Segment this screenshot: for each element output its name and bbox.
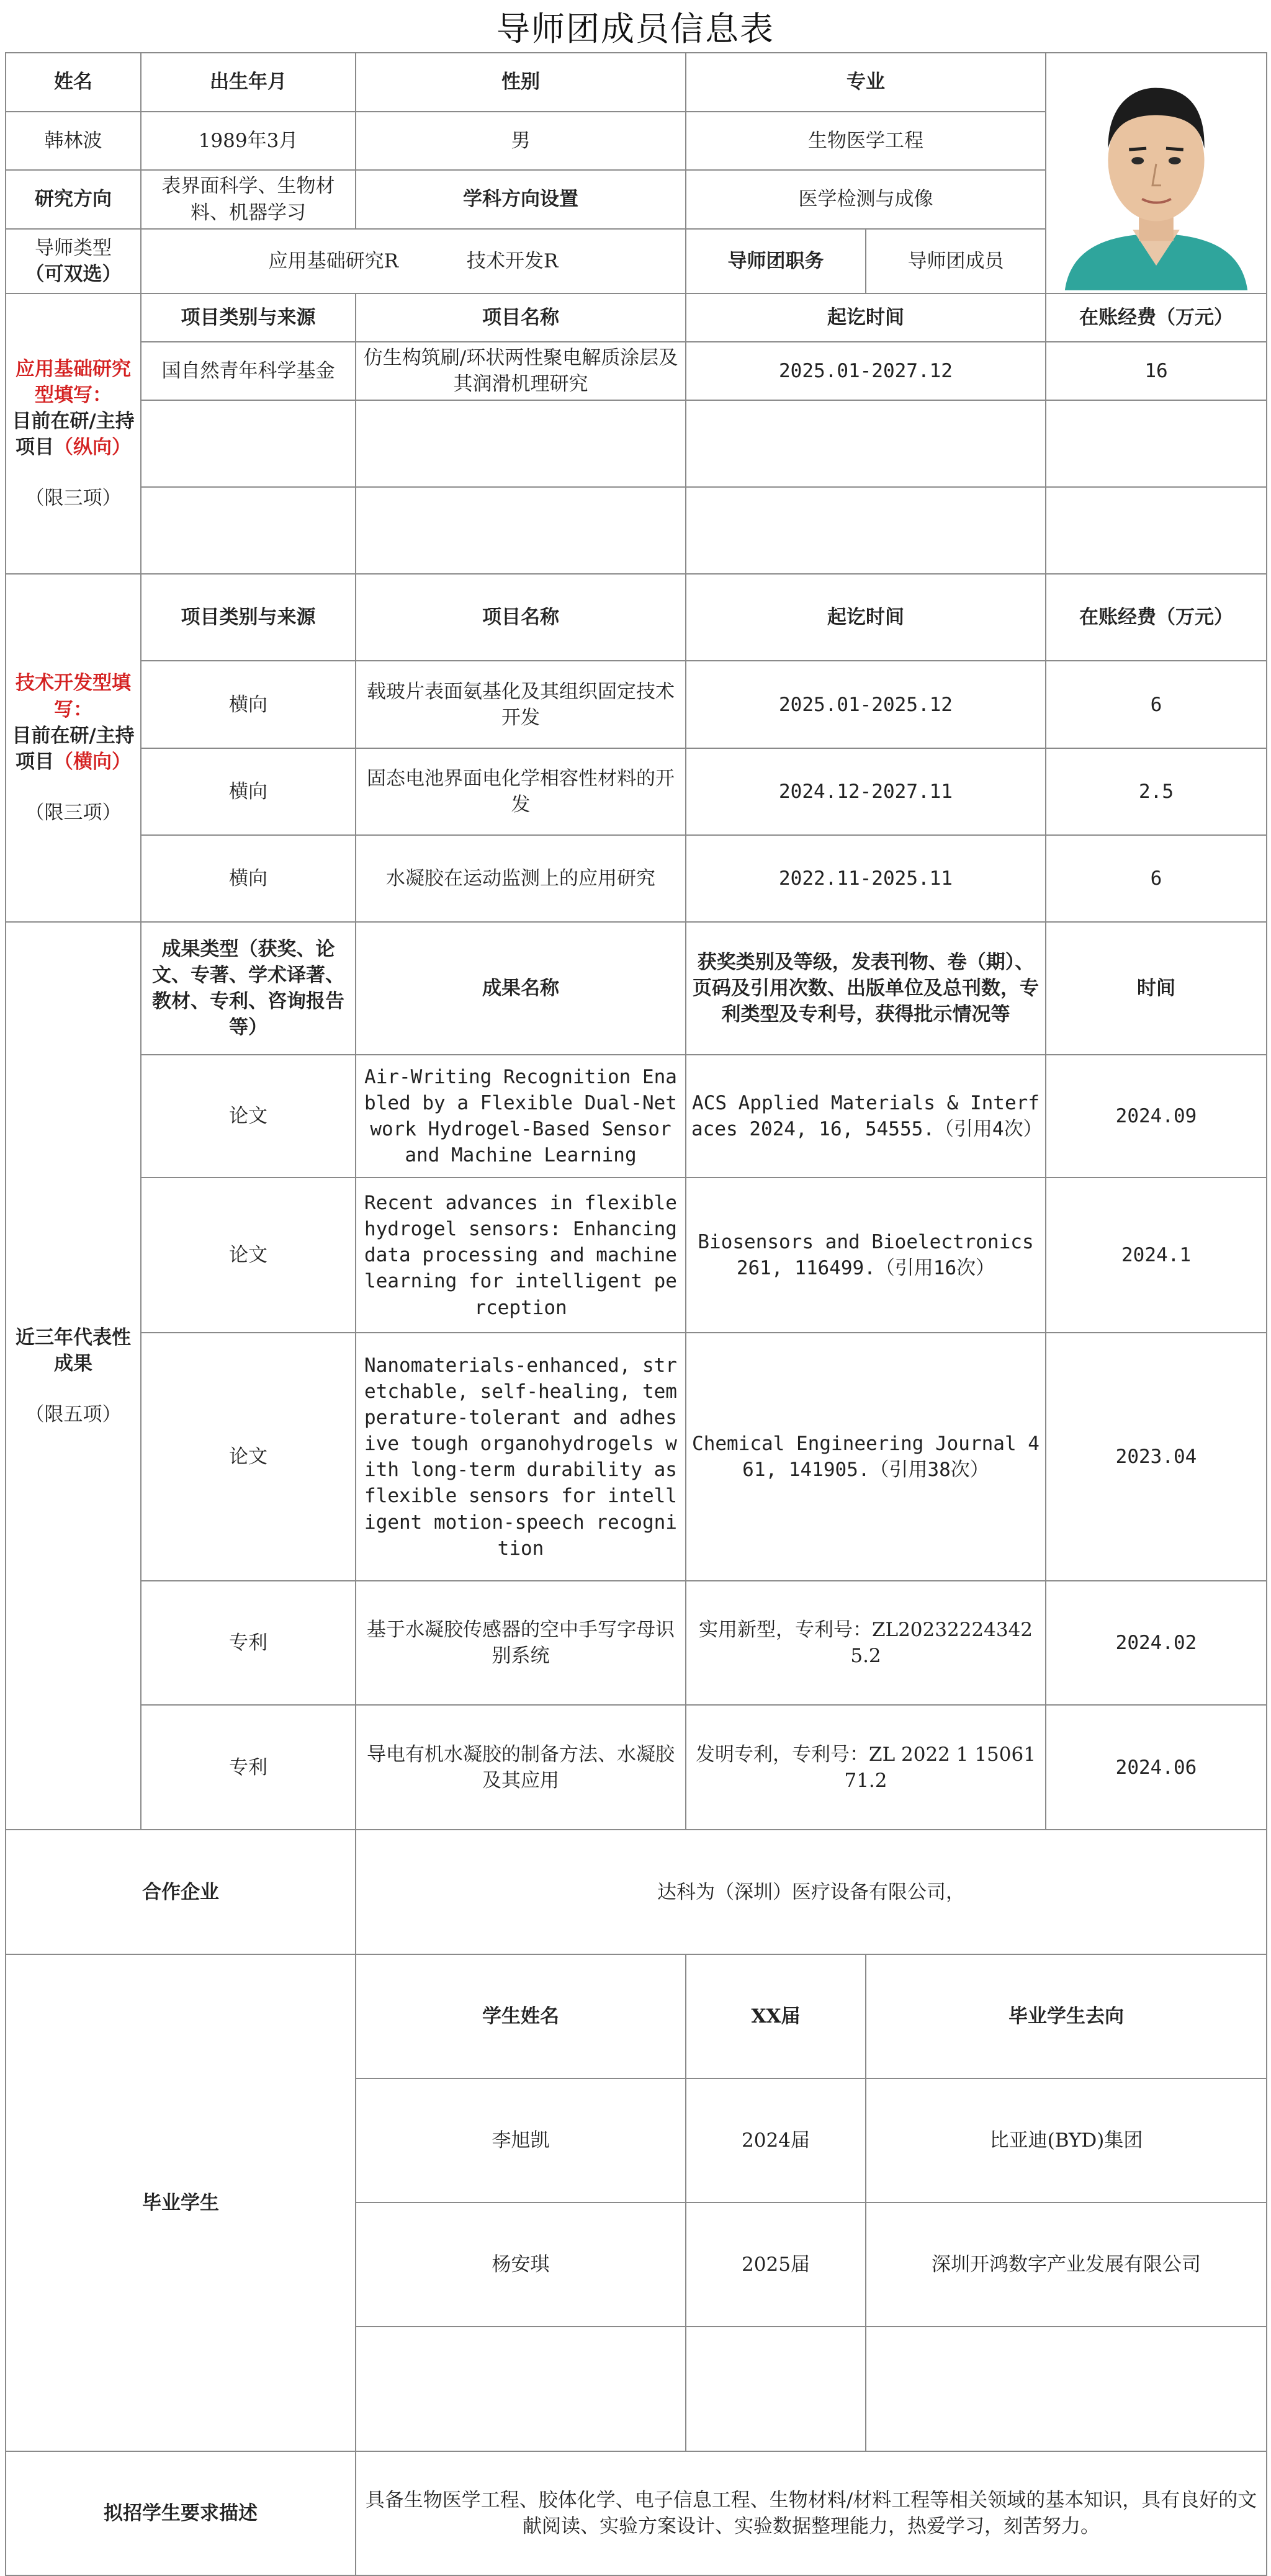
- company-row: [6, 1830, 1267, 1954]
- tech-dev-label-red: 技术开发型填写：: [16, 672, 131, 721]
- td-row1-name: 载玻片表面氨基化及其组织固定技术开发: [356, 661, 686, 748]
- ach-row5-type: 专利: [141, 1705, 356, 1830]
- graduates-label: 毕业学生: [6, 1954, 356, 2451]
- empty-cell: [1046, 400, 1267, 487]
- table-row: [6, 1705, 1267, 1830]
- table-row-empty: [6, 487, 1267, 574]
- td-row2-source: 横向: [141, 748, 356, 835]
- basic-research-label-red: 应用基础研究型填写：: [16, 357, 131, 406]
- major-label: 专业: [686, 53, 1046, 112]
- birth-label: 出生年月: [141, 53, 356, 112]
- table-row: [6, 1333, 1267, 1581]
- ach-row3-name: Nanomaterials-enhanced, stretchable, self-healing, temperature-tolerant and adhesive tough organohydrogels with long-term durability as flexible sensors for intelligent motion-speech recognition: [356, 1333, 686, 1581]
- major-value: 生物医学工程: [686, 112, 1046, 170]
- ach-row3-time: 2023.04: [1046, 1333, 1267, 1581]
- portrait-image: [1046, 56, 1266, 290]
- table-row-empty: [6, 400, 1267, 487]
- br-row1-name: 仿生构筑刷/环状两性聚电解质涂层及其润滑机理研究: [356, 342, 686, 400]
- table-row: [6, 661, 1267, 748]
- graduates-header-row: [6, 1954, 1267, 2078]
- br-header-name: 项目名称: [356, 293, 686, 342]
- ach-row4-name: 基于水凝胶传感器的空中手写字母识别系统: [356, 1581, 686, 1705]
- tech-dev-header-row: [6, 574, 1267, 661]
- ach-row1-time: 2024.09: [1046, 1055, 1267, 1178]
- info-table: [5, 52, 1267, 2576]
- empty-cell: [141, 400, 356, 487]
- achievements-header-row: [6, 922, 1267, 1055]
- basic-research-label-mid: 目前在研/主持项目: [12, 410, 135, 459]
- empty-cell: [356, 2327, 686, 2451]
- tech-dev-label-paren: （横向）: [54, 750, 131, 773]
- empty-cell: [141, 487, 356, 574]
- td-row3-source: 横向: [141, 835, 356, 922]
- empty-cell: [686, 2327, 866, 2451]
- td-row2-funding: 2.5: [1046, 748, 1267, 835]
- td-row1-period: 2025.01-2025.12: [686, 661, 1046, 748]
- achievements-limit: （限五项）: [25, 1403, 122, 1426]
- br-header-source: 项目类别与来源: [141, 293, 356, 342]
- empty-cell: [1046, 487, 1267, 574]
- empty-cell: [866, 2327, 1267, 2451]
- birth-value: 1989年3月: [141, 112, 356, 170]
- td-header-source: 项目类别与来源: [141, 574, 356, 661]
- td-row2-name: 固态电池界面电化学相容性材料的开发: [356, 748, 686, 835]
- ach-row2-time: 2024.1: [1046, 1178, 1267, 1333]
- basic-research-label-paren: （纵向）: [54, 436, 131, 459]
- ach-row4-type: 专利: [141, 1581, 356, 1705]
- basic-header-row: [6, 53, 1267, 112]
- br-row1-period: 2025.01-2027.12: [686, 342, 1046, 400]
- tutor-type-option-basic: 应用基础研究R: [268, 249, 398, 272]
- tech-dev-label-mid-wrap: [11, 723, 135, 775]
- td-header-period: 起讫时间: [686, 574, 1046, 661]
- td-row3-funding: 6: [1046, 835, 1267, 922]
- gender-label: 性别: [356, 53, 686, 112]
- table-row: [6, 748, 1267, 835]
- table-row: [6, 342, 1267, 400]
- company-label: 合作企业: [6, 1830, 356, 1954]
- role-value: 导师团成员: [866, 229, 1046, 293]
- ach-row2-detail: Biosensors and Bioelectronics 261, 116499.（引用16次）: [686, 1178, 1046, 1333]
- ach-header-time: 时间: [1046, 922, 1267, 1055]
- br-header-period: 起讫时间: [686, 293, 1046, 342]
- ach-header-detail: 获奖类别及等级，发表刊物、卷（期）、页码及引用次数、出版单位及总刊数，专利类型及专利号，获得批示情况等: [686, 922, 1046, 1055]
- ach-row4-detail: 实用新型，专利号：ZL202322243425.2: [686, 1581, 1046, 1705]
- ach-row3-type: 论文: [141, 1333, 356, 1581]
- table-row: [6, 1178, 1267, 1333]
- grad-row2-dest: 深圳开鸿数字产业发展有限公司: [866, 2203, 1267, 2327]
- basic-research-label-mid-wrap: [11, 408, 135, 460]
- empty-cell: [356, 400, 686, 487]
- td-row2-period: 2024.12-2027.11: [686, 748, 1046, 835]
- requirements-row: [6, 2451, 1267, 2575]
- research-label: 研究方向: [6, 170, 141, 229]
- grad-row1-dest: 比亚迪(BYD)集团: [866, 2078, 1267, 2203]
- achievements-label: [6, 922, 141, 1830]
- empty-cell: [686, 487, 1046, 574]
- table-row: [6, 1055, 1267, 1178]
- td-header-name: 项目名称: [356, 574, 686, 661]
- tech-dev-limit: （限三项）: [25, 802, 122, 825]
- grad-row2-name: 杨安琪: [356, 2203, 686, 2327]
- table-row: [6, 1581, 1267, 1705]
- ach-header-name: 成果名称: [356, 922, 686, 1055]
- empty-cell: [356, 487, 686, 574]
- grad-header-year: XX届: [686, 1954, 866, 2078]
- basic-research-label: [6, 293, 141, 574]
- ach-row2-type: 论文: [141, 1178, 356, 1333]
- grad-row1-year: 2024届: [686, 2078, 866, 2203]
- requirements-label: 拟招学生要求描述: [6, 2451, 356, 2575]
- tutor-type-options: [141, 229, 686, 293]
- td-row3-name: 水凝胶在运动监测上的应用研究: [356, 835, 686, 922]
- ach-row1-detail: ACS Applied Materials & Interfaces 2024, 16, 54555.（引用4次）: [686, 1055, 1046, 1178]
- portrait-photo: [1046, 53, 1267, 293]
- tech-dev-label: [6, 574, 141, 922]
- td-row1-funding: 6: [1046, 661, 1267, 748]
- ach-row2-name: Recent advances in flexible hydrogel sensors: Enhancing data processing and machine learning for intelligent perception: [356, 1178, 686, 1333]
- name-label: 姓名: [6, 53, 141, 112]
- discipline-value: 医学检测与成像: [686, 170, 1046, 229]
- research-value: 表界面科学、生物材料、机器学习: [141, 170, 356, 229]
- ach-header-type: 成果类型（获奖、论文、专著、学术译著、教材、专利、咨询报告等）: [141, 922, 356, 1055]
- discipline-label: 学科方向设置: [356, 170, 686, 229]
- tutor-type-option-tech: 技术开发R: [467, 249, 559, 272]
- basic-research-header-row: [6, 293, 1267, 342]
- basic-research-limit: （限三项）: [25, 487, 122, 510]
- ach-row1-name: Air-Writing Recognition Enabled by a Flexible Dual-Network Hydrogel-Based Sensor and Machine Learning: [356, 1055, 686, 1178]
- role-label: 导师团职务: [686, 229, 866, 293]
- ach-row5-time: 2024.06: [1046, 1705, 1267, 1830]
- grad-row1-name: 李旭凯: [356, 2078, 686, 2203]
- company-value: 达科为（深圳）医疗设备有限公司，: [356, 1830, 1267, 1954]
- tutor-type-label-line2: （可双选）: [25, 263, 122, 285]
- ach-row4-time: 2024.02: [1046, 1581, 1267, 1705]
- br-row1-source: 国自然青年科学基金: [141, 342, 356, 400]
- grad-header-name: 学生姓名: [356, 1954, 686, 2078]
- td-row1-source: 横向: [141, 661, 356, 748]
- br-header-funding: 在账经费（万元）: [1046, 293, 1267, 342]
- achievements-label-title: 近三年代表性成果: [16, 1326, 131, 1375]
- tech-dev-label-mid: 目前在研/主持项目: [12, 724, 135, 773]
- gender-value: 男: [356, 112, 686, 170]
- name-value: 韩林波: [6, 112, 141, 170]
- table-row: [6, 835, 1267, 922]
- ach-row5-name: 导电有机水凝胶的制备方法、水凝胶及其应用: [356, 1705, 686, 1830]
- tutor-type-label-line1: 导师类型: [35, 236, 112, 259]
- empty-cell: [686, 400, 1046, 487]
- grad-header-dest: 毕业学生去向: [866, 1954, 1267, 2078]
- br-row1-funding: 16: [1046, 342, 1267, 400]
- ach-row5-detail: 发明专利，专利号：ZL 2022 1 1506171.2: [686, 1705, 1046, 1830]
- ach-row3-detail: Chemical Engineering Journal 461, 141905.（引用38次）: [686, 1333, 1046, 1581]
- td-header-funding: 在账经费（万元）: [1046, 574, 1267, 661]
- ach-row1-type: 论文: [141, 1055, 356, 1178]
- document-title: 导师团成员信息表: [496, 9, 775, 48]
- grad-row2-year: 2025届: [686, 2203, 866, 2327]
- requirements-value: 具备生物医学工程、胶体化学、电子信息工程、生物材料/材料工程等相关领域的基本知识，具有良好的文献阅读、实验方案设计、实验数据整理能力，热爱学习，刻苦努力。: [356, 2451, 1267, 2575]
- tutor-type-label: [6, 229, 141, 293]
- td-row3-period: 2022.11-2025.11: [686, 835, 1046, 922]
